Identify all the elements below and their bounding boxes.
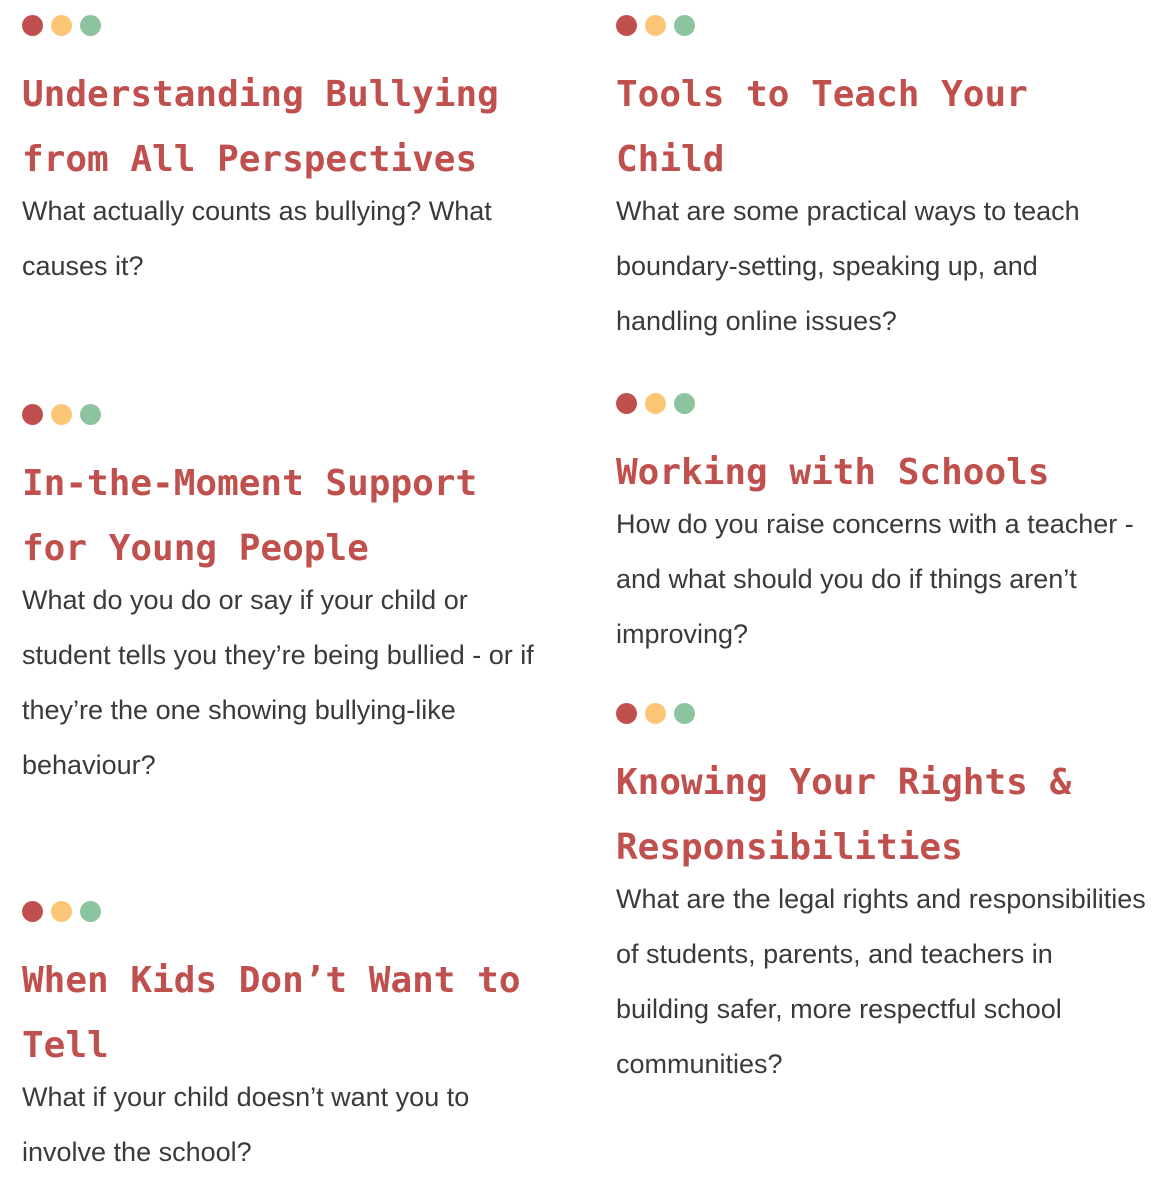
topic-description: What are the legal rights and responsibilities of students, parents, and teachers in building safer, more respectful school communities? bbox=[616, 884, 1146, 1079]
dot-decoration bbox=[616, 392, 1146, 414]
green-dot-icon bbox=[674, 393, 695, 414]
yellow-dot-icon bbox=[645, 393, 666, 414]
topic-title: Understanding Bullying from All Perspectives bbox=[22, 74, 499, 180]
dot-decoration bbox=[616, 702, 1146, 724]
topic-title: When Kids Don’t Want to Tell bbox=[22, 960, 521, 1066]
green-dot-icon bbox=[80, 901, 101, 922]
green-dot-icon bbox=[674, 703, 695, 724]
red-dot-icon bbox=[22, 15, 43, 36]
topic-description: What do you do or say if your child or student tells you they’re being bullied - or if they’re the one showing bullying-like behaviour? bbox=[22, 585, 534, 780]
dot-decoration bbox=[22, 403, 552, 425]
yellow-dot-icon bbox=[51, 15, 72, 36]
topic-title: Knowing Your Rights & Responsibilities bbox=[616, 762, 1072, 868]
topic-title: Tools to Teach Your Child bbox=[616, 74, 1028, 180]
red-dot-icon bbox=[22, 901, 43, 922]
red-dot-icon bbox=[22, 404, 43, 425]
red-dot-icon bbox=[616, 15, 637, 36]
right-column bbox=[616, 14, 1146, 1092]
green-dot-icon bbox=[80, 15, 101, 36]
topic-title: In-the-Moment Support for Young People bbox=[22, 463, 478, 569]
green-dot-icon bbox=[674, 15, 695, 36]
dot-decoration bbox=[22, 14, 552, 36]
topic-description: What if your child doesn’t want you to involve the school? bbox=[22, 1082, 470, 1167]
yellow-dot-icon bbox=[645, 703, 666, 724]
topic-card bbox=[616, 392, 1146, 702]
topic-description: What actually counts as bullying? What causes it? bbox=[22, 196, 492, 281]
topic-card bbox=[616, 702, 1146, 1092]
dot-decoration bbox=[22, 900, 552, 922]
red-dot-icon bbox=[616, 393, 637, 414]
left-column bbox=[22, 14, 552, 1180]
topic-card bbox=[22, 403, 552, 900]
red-dot-icon bbox=[616, 703, 637, 724]
yellow-dot-icon bbox=[51, 404, 72, 425]
dot-decoration bbox=[616, 14, 1146, 36]
topic-card bbox=[616, 14, 1146, 392]
topic-title: Working with Schools bbox=[616, 452, 1050, 493]
yellow-dot-icon bbox=[51, 901, 72, 922]
topic-card bbox=[22, 14, 552, 403]
yellow-dot-icon bbox=[645, 15, 666, 36]
topic-card bbox=[22, 900, 552, 1180]
topic-description: What are some practical ways to teach boundary-setting, speaking up, and handling online issues? bbox=[616, 196, 1080, 336]
topic-description: How do you raise concerns with a teacher - and what should you do if things aren’t improving? bbox=[616, 509, 1134, 649]
green-dot-icon bbox=[80, 404, 101, 425]
